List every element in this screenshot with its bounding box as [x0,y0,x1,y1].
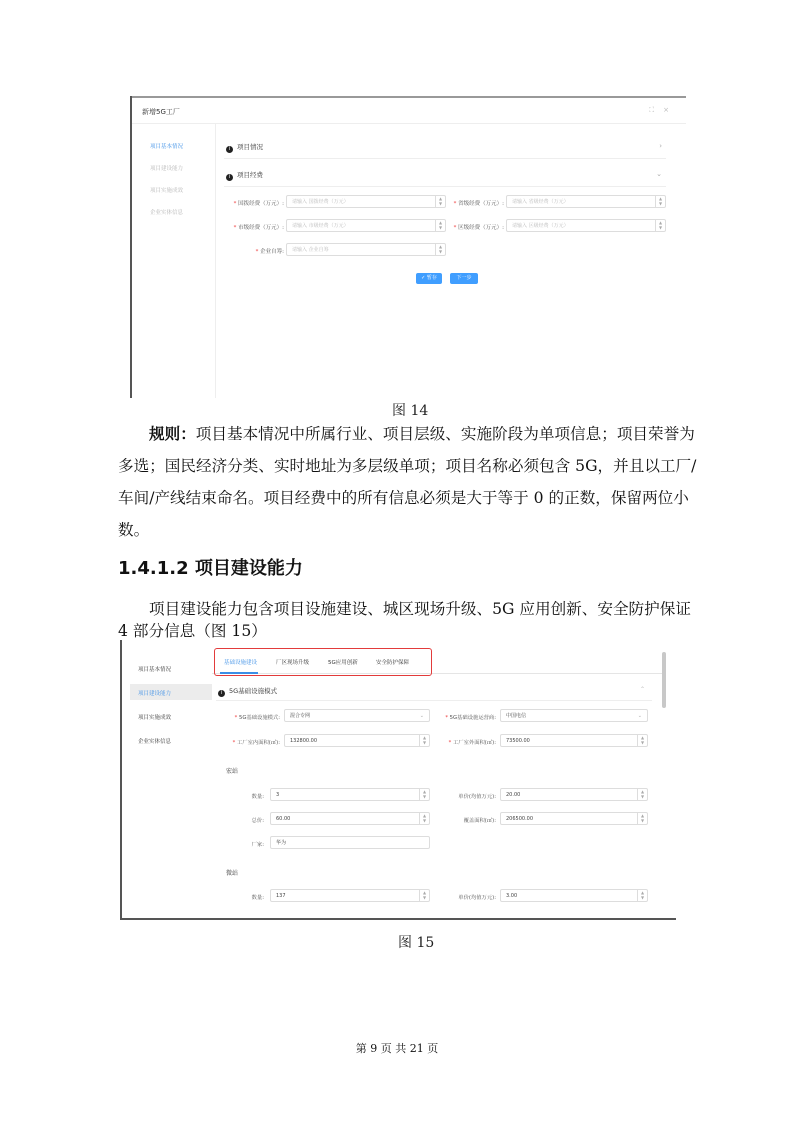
figure-border [120,640,122,920]
field-label: * 市级经费（万元）: [233,225,284,231]
stepper-icon: ▲ ▼ [637,813,647,824]
field-label: * 国拨经费（万元）: [233,201,284,207]
stepper-icon: ▲ ▼ [637,735,647,746]
shengji-funds-input[interactable]: 请输入 省级经费（万元） ▲ ▼ [506,195,666,208]
stepper-icon: ▲ ▼ [419,813,429,824]
macro-total-input[interactable]: 60.00 ▲ ▼ [270,812,430,825]
info-icon: i [218,690,225,697]
field-label: 总价: [251,818,264,824]
section-project-funds[interactable]: i 项目经费 [226,170,263,181]
dialog-title: 新增5G工厂 [142,108,180,116]
sidebar-item-enterprise[interactable]: 企业实体信息 [138,739,172,745]
stepper-icon[interactable]: ▲ ▼ [435,244,445,255]
page-footer: 第 9 页 共 21 页 [355,1042,439,1055]
field-label: 厂家: [251,842,264,848]
stepper-icon[interactable]: ▲ ▼ [435,196,445,207]
close-icon[interactable]: × [663,106,678,114]
sidebar-item-basic[interactable]: 项目基本情况 [150,144,184,150]
group-macro-station: 宏站 [226,768,239,775]
sidebar-item-basic[interactable]: 项目基本情况 [138,667,172,673]
save-draft-button[interactable]: ✓ 暂存 [416,273,442,284]
stepper-icon: ▲ ▼ [419,735,429,746]
figure-14-caption: 图 14 [392,403,429,419]
stepper-icon: ▲ ▼ [419,789,429,800]
field-label: 单价(均值万元): [458,895,496,901]
sidebar-item-capability[interactable]: 项目建设能力 [150,166,184,172]
tab-security[interactable]: 安全防护保障 [376,660,410,666]
shiji-funds-input[interactable]: 请输入 市级经费（万元） ▲ ▼ [286,219,446,232]
chevron-down-icon: ⌄ [419,713,424,719]
sidebar-item-capability[interactable]: 项目建设能力 [130,684,212,700]
sidebar-item-results[interactable]: 项目实施成效 [150,188,184,194]
highlight-box [214,648,432,676]
qiye-funds-input[interactable]: 请输入 企业自筹 ▲ ▼ [286,243,446,256]
sidebar-item-enterprise[interactable]: 企业实体信息 [150,210,184,216]
section-project-info[interactable]: i 项目情况 [226,142,263,153]
guojia-funds-input[interactable]: 请输入 国拨经费（万元） ▲ ▼ [286,195,446,208]
macro-price-input[interactable]: 20.00 ▲ ▼ [500,788,648,801]
figure-border [130,96,132,398]
info-icon: i [226,174,233,181]
macro-area-input[interactable]: 206500.00 ▲ ▼ [500,812,648,825]
field-label: * 区级经费（万元）: [453,225,504,231]
stepper-icon: ▲ ▼ [419,890,429,901]
dialog-header [130,98,686,124]
micro-price-input[interactable]: 3.00 ▲ ▼ [500,889,648,902]
sidebar-item-results[interactable]: 项目实施成效 [138,715,172,721]
figure-15-caption: 图 15 [398,935,435,951]
stepper-icon: ▲ ▼ [637,789,647,800]
divider [216,700,652,701]
chevron-down-icon[interactable]: ⌄ [656,170,662,178]
figure-border [120,918,676,920]
macro-qty-input[interactable]: 3 ▲ ▼ [270,788,430,801]
macro-vendor-input[interactable]: 华为 [270,836,430,849]
outdoor-area-input[interactable]: 73500.00 ▲ ▼ [500,734,648,747]
micro-qty-input[interactable]: 137 ▲ ▼ [270,889,430,902]
field-label: * 企业自筹: [255,249,284,255]
field-label: * 省级经费（万元）: [453,201,504,207]
tab-infrastructure[interactable]: 基础设施建设 [224,660,258,666]
rules-paragraph: 规则：项目基本情况中所属行业、项目层级、实施阶段为单项信息；项目荣誉为多选；国民经济分类、实时地址为多层级单项；项目名称必须包含 5G，并且以工厂/车间/产线结束命名。项目经费中的所有信息必须是大于等于 0 的正数，保留两位小数。 [118,424,697,539]
scrollbar[interactable] [662,652,666,708]
indoor-area-input[interactable]: 132800.00 ▲ ▼ [284,734,430,747]
figure-15-screenshot [120,640,676,920]
chevron-right-icon[interactable]: › [659,142,662,150]
field-label: * 5G基础设施模式: [234,715,280,721]
intro-paragraph: 项目建设能力包含项目设施建设、城区现场升级、5G 应用创新、安全防护保证 4 部分信息（图 15） [118,600,691,640]
next-step-button[interactable]: 下一步 [450,273,478,284]
group-micro-station: 微站 [226,870,239,877]
field-label: 数量: [251,794,264,800]
tab-site-upgrade[interactable]: 厂区现场升级 [276,660,310,666]
field-label: * 5G基础设施运营商: [445,715,496,721]
field-label: 覆盖面积(㎡): [463,818,496,824]
stepper-icon[interactable]: ▲ ▼ [655,220,665,231]
field-label: * 工厂室外面积(㎡): [448,740,496,746]
field-label: 单价(均值万元): [458,794,496,800]
field-label: * 工厂室内面积(㎡): [232,740,280,746]
quji-funds-input[interactable]: 请输入 区级经费（万元） ▲ ▼ [506,219,666,232]
maximize-icon[interactable]: ⛶ [649,106,664,114]
stepper-icon[interactable]: ▲ ▼ [435,220,445,231]
mode-select[interactable]: 混合专网 ⌄ [284,709,430,722]
operator-select[interactable]: 中国电信 ⌄ [500,709,648,722]
chevron-up-icon[interactable]: ⌃ [640,686,646,693]
section-heading: 1.4.1.2 项目建设能力 [118,558,303,579]
chevron-down-icon: ⌄ [637,713,642,719]
stepper-icon[interactable]: ▲ ▼ [655,196,665,207]
info-icon: i [226,146,233,153]
divider [224,158,666,159]
stepper-icon: ▲ ▼ [637,890,647,901]
rules-label: 规则： [149,424,196,443]
figure-14-screenshot [130,96,686,398]
section-5g-mode[interactable]: i 5G基础设施模式 [218,686,277,697]
sidebar [130,650,212,920]
divider [224,186,666,187]
field-label: 数量: [251,895,264,901]
tab-5g-innovation[interactable]: 5G应用创新 [328,660,358,666]
sidebar [132,124,216,398]
